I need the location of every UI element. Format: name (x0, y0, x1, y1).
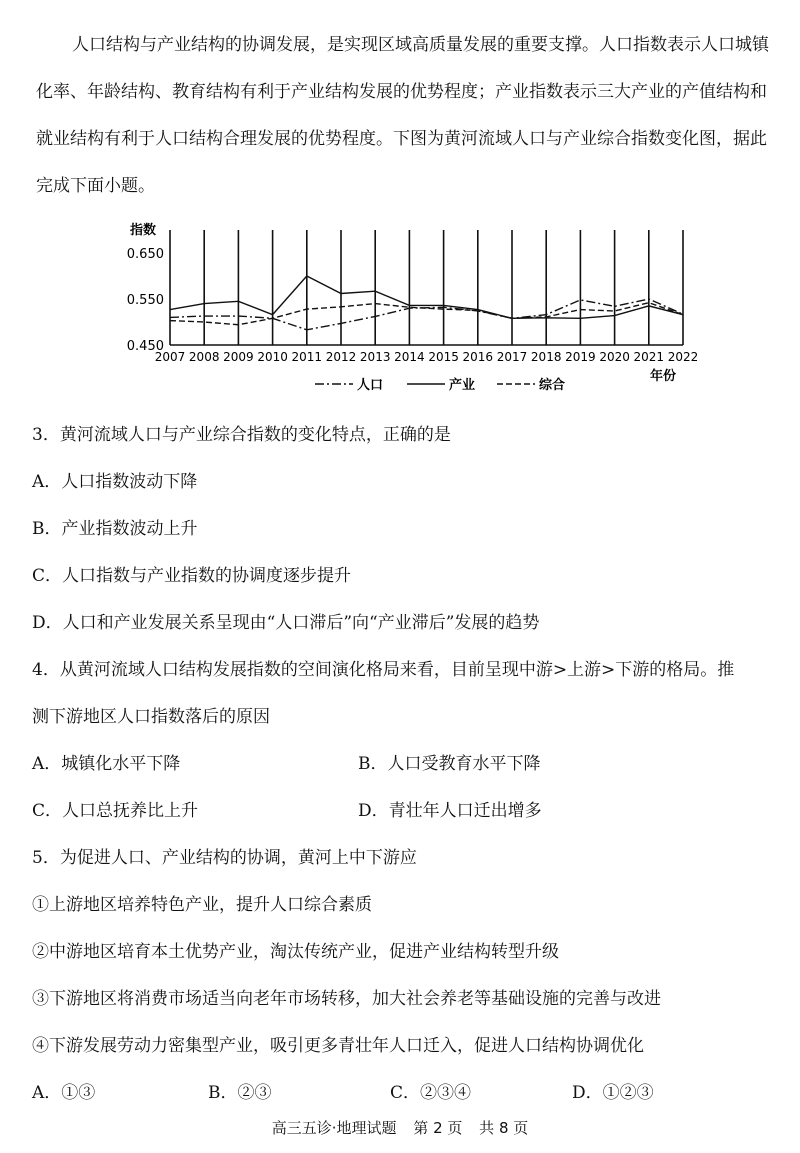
x-tick-label: 2009 (223, 350, 254, 364)
y-tick-label: 0.450 (126, 339, 164, 354)
q4-option-d[interactable]: D．青壮年人口迁出增多 (358, 801, 542, 821)
x-tick-label: 2022 (667, 350, 699, 364)
q5-statement-4: ④下游发展劳动力密集型产业，吸引更多青壮年人口迁入，促进人口结构协调优化 (32, 1036, 644, 1056)
x-tick-label: 2021 (633, 350, 665, 364)
legend-label: 产业 (449, 378, 476, 393)
chart-series (170, 276, 683, 330)
q3-option-b[interactable]: B．产业指数波动上升 (32, 519, 198, 539)
q5-statement-3: ③下游地区将消费市场适当向老年市场转移，加大社会养老等基础设施的完善与改进 (32, 989, 661, 1009)
x-tick-label: 2007 (154, 350, 186, 364)
chart-grid (170, 230, 683, 345)
q3-option-a[interactable]: A．人口指数波动下降 (32, 472, 198, 492)
q5-statement-2: ②中游地区培育本土优势产业，淘汰传统产业，促进产业结构转型升级 (32, 942, 559, 962)
y-tick-labels (127, 247, 164, 354)
exam-title: 高三五诊·地理试题 (271, 1119, 397, 1137)
x-tick-label: 2020 (599, 350, 630, 364)
x-tick-label: 2014 (394, 350, 425, 364)
x-tick-label: 2010 (257, 350, 288, 364)
x-tick-label: 2015 (428, 350, 459, 364)
question-3-stem: 3．黄河流域人口与产业综合指数的变化特点，正确的是 (32, 425, 451, 445)
legend-label: 综合 (539, 378, 566, 393)
y-axis-label: 指数 (130, 223, 157, 238)
question-4-stem-line1: 4．从黄河流域人口结构发展指数的空间演化格局来看，目前呈现中游>上游>下游的格局。推 (32, 660, 735, 680)
question-4-stem-line2: 测下游地区人口指数落后的原因 (32, 707, 270, 727)
x-tick-label: 2019 (565, 350, 596, 364)
intro-paragraph: 人口结构与产业结构的协调发展，是实现区域高质量发展的重要支撑。人口指数表示人口城镇化率、年龄结构、教育结构有利于产业结构发展的优势程度；产业指数表示三大产业的产值结构和就业结构有利于人口结构合理发展的优势程度。下图为黄河流域人口与产业综合指数变化图，据此完成下面小题。 (36, 35, 769, 196)
q5-option-c[interactable]: C．②③④ (390, 1083, 472, 1103)
q5-option-a[interactable]: A．①③ (32, 1083, 96, 1103)
x-tick-label: 2011 (291, 350, 323, 364)
y-tick-label: 0.550 (126, 293, 164, 308)
x-axis-label: 年份 (649, 369, 677, 384)
question-5-stem: 5．为促进人口、产业结构的协调，黄河上中下游应 (32, 848, 417, 868)
q5-option-b[interactable]: B．②③ (208, 1083, 272, 1103)
x-tick-labels (155, 350, 699, 364)
series-line-产业 (170, 276, 683, 318)
x-tick-label: 2018 (530, 350, 562, 364)
series-line-人口 (170, 299, 683, 330)
q4-option-b[interactable]: B．人口受教育水平下降 (358, 754, 541, 774)
q4-option-a[interactable]: A．城镇化水平下降 (32, 754, 181, 774)
chart-legend (315, 377, 565, 393)
q5-option-d[interactable]: D．①②③ (572, 1083, 654, 1103)
q5-statement-1: ①上游地区培养特色产业，提升人口综合素质 (32, 895, 372, 915)
x-tick-label: 2008 (188, 350, 220, 364)
x-tick-label: 2016 (462, 350, 494, 364)
legend-label: 人口 (357, 378, 384, 393)
page-number: 第 2 页 (413, 1119, 463, 1137)
page-footer (0, 1117, 800, 1138)
x-tick-label: 2013 (359, 350, 391, 364)
index-line-chart (120, 220, 720, 400)
y-tick-label: 0.650 (126, 247, 164, 262)
q3-option-d[interactable]: D．人口和产业发展关系呈现由“人口滞后”向“产业滞后”发展的趋势 (32, 613, 540, 633)
x-tick-label: 2017 (496, 350, 528, 364)
x-tick-label: 2012 (325, 350, 357, 364)
q3-option-c[interactable]: C．人口指数与产业指数的协调度逐步提升 (32, 566, 352, 586)
page-total: 共 8 页 (479, 1119, 529, 1137)
q4-option-c[interactable]: C．人口总抚养比上升 (32, 801, 199, 821)
